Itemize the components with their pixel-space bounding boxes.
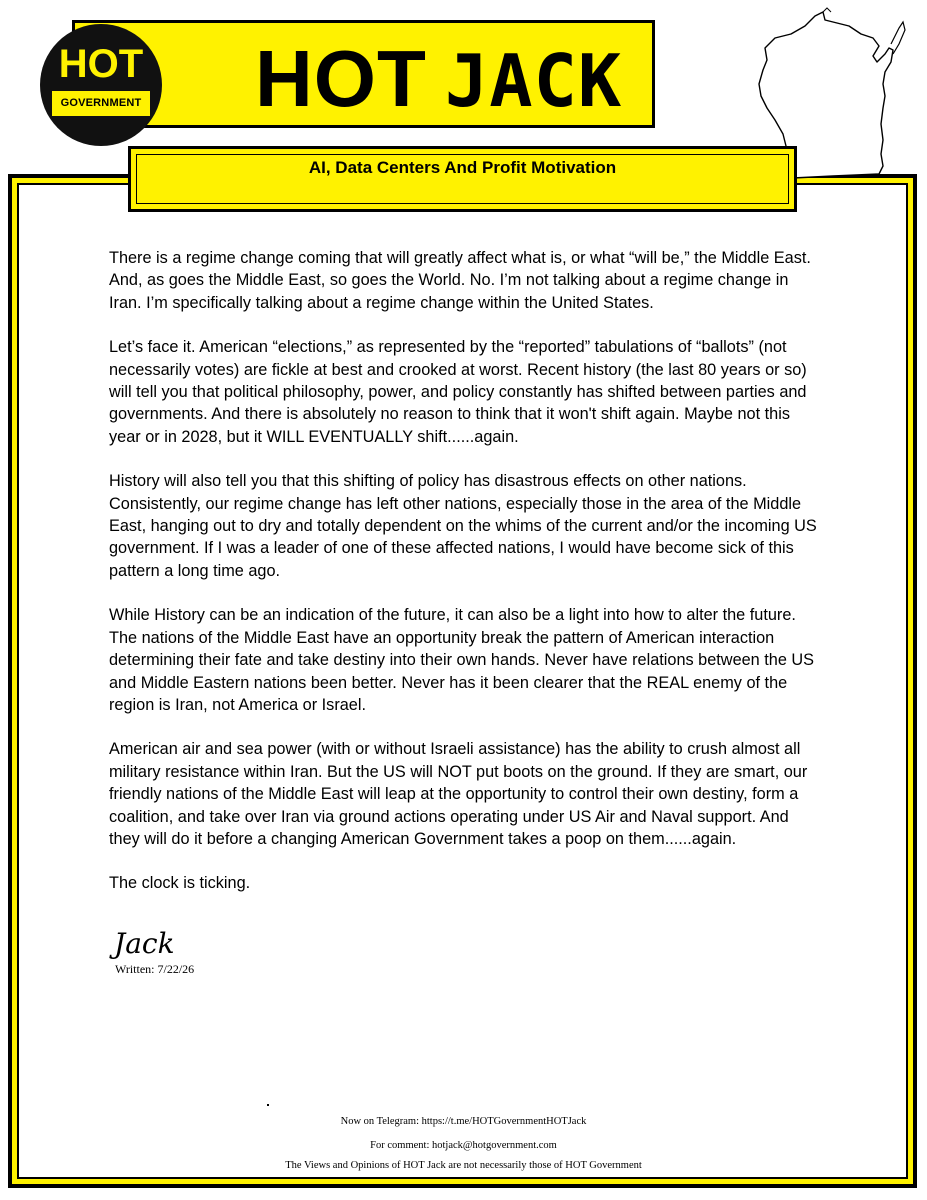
article-closing: The clock is ticking. bbox=[109, 874, 251, 893]
article-paragraph: There is a regime change coming that will greatly affect what is, or what “will be,” the Middle East. And, as goes the Middle East, so goes the World. No. I’m not talking about a regime change in Iran. I’m specifically talking about a regime change within the United States. bbox=[109, 249, 811, 312]
footer-comment: For comment: hotjack@hotgovernment.com bbox=[370, 1140, 557, 1151]
article-body bbox=[109, 247, 821, 917]
logo-hot-text: HOT bbox=[58, 42, 144, 86]
subtitle-bar bbox=[128, 146, 797, 212]
footer-telegram: Now on Telegram: https://t.me/HOTGovernmentHOTJack bbox=[340, 1116, 587, 1127]
logo-government-text: GOVERNMENT bbox=[60, 97, 142, 109]
hot-government-logo bbox=[40, 24, 162, 146]
article-paragraph: American air and sea power (with or without Israeli assistance) has the ability to crush almost all military resistance within Iran. But the US will NOT put boots on the ground. If they are smart, our friendly nations of the Middle East will leap at the opportunity to control their own destiny, form a coalition, and take over Iran via ground actions operating under US Air and Naval support. And they will do it before a changing American Government takes a poop on them......again. bbox=[109, 740, 808, 848]
masthead-title bbox=[255, 34, 623, 123]
article-paragraph: Let’s face it. American “elections,” as represented by the “reported” tabulations of “ballots” (not necessarily votes) are fickle at best and crooked at worst. Recent history (the last 80 years or so) will tell you that political philosophy, power, and policy constantly has shifted between parties and governments. And there is absolutely no reason to think that it won't shift again. Maybe not this year or in 2028, but it WILL EVENTUALLY shift......again. bbox=[109, 338, 807, 446]
article-paragraph: While History can be an indication of the future, it can also be a light into how to alter the future. The nations of the Middle East have an opportunity break the pattern of American interaction determining their fate and take destiny into their own hands. Never have relations between the US and Middle Eastern nations been better. Never has it been clearer that the REAL enemy of the region is Iran, not America or Israel. bbox=[109, 606, 815, 714]
footer-disclaimer: The Views and Opinions of HOT Jack are not necessarily those of HOT Government bbox=[285, 1160, 642, 1171]
stray-dot bbox=[267, 1104, 269, 1106]
article-paragraph: History will also tell you that this shifting of policy has disastrous effects on other nations. Consistently, our regime change has left other nations, especially those in the area of the Middle East, hanging out to dry and totally dependent on the whims of the current and/or the incoming US government. If I was a leader of one of these affected nations, I would have become sick of this pattern a long time ago. bbox=[109, 472, 817, 580]
written-date: Written: 7/22/26 bbox=[115, 962, 195, 976]
masthead-title-hot: HOT bbox=[255, 34, 427, 123]
article-title: AI, Data Centers And Profit Motivation bbox=[308, 158, 617, 177]
masthead-title-jack: JACK bbox=[444, 39, 623, 123]
signature: Jack bbox=[114, 927, 175, 960]
